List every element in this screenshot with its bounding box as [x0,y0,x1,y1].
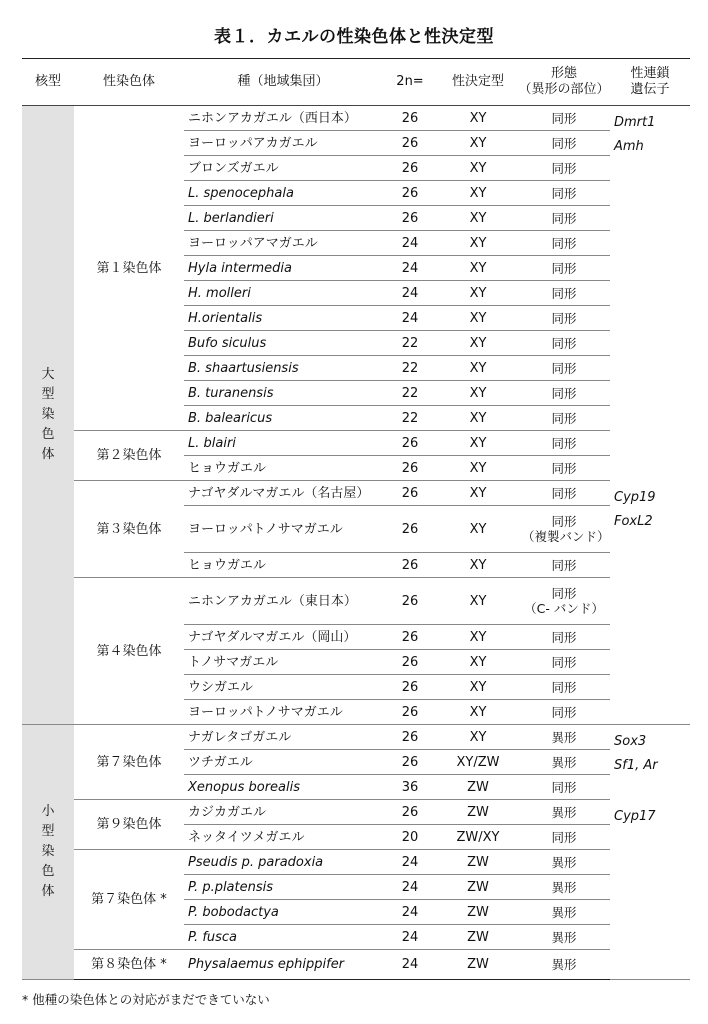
header-gene-line2: 遺伝子 [630,82,670,97]
chromosome-number-cell: 26 [382,106,438,131]
morphology-cell: 同形 [518,231,610,256]
header-species: 種（地域集団） [184,59,382,106]
species-cell: ヨーロッパアマガエル [184,231,382,256]
sex-linked-gene: Dmrt1 [614,115,656,130]
chromosome-number-cell: 26 [382,181,438,206]
species-cell: H.orientalis [184,306,382,331]
chromosome-number-cell: 26 [382,481,438,506]
table-row [22,578,690,625]
chromosome-number-cell: 20 [382,825,438,850]
sex-determination-cell: XY [438,700,518,725]
header-n: 2n= [382,59,438,106]
chromosome-number-cell: 26 [382,456,438,481]
karyotype-char: 染 [41,407,55,422]
sex-determination-cell: XY [438,381,518,406]
sex-determination-cell: XY [438,156,518,181]
morphology-cell: 異形 [518,925,610,950]
sex-linked-gene-cell [610,106,690,431]
species-cell: L. berlandieri [184,206,382,231]
species-cell: H. molleri [184,281,382,306]
header-core: 核型 [22,59,74,106]
sex-determination-cell: XY [438,106,518,131]
species-cell: ツチガエル [184,750,382,775]
chromosome-cell: 第８染色体 * [74,950,184,980]
species-cell: ヨーロッパトノサマガエル [184,700,382,725]
morphology-cell: 同形 [518,206,610,231]
sex-determination-cell: XY [438,456,518,481]
chromosome-number-cell: 26 [382,675,438,700]
morphology-cell: 同形 [518,481,610,506]
morphology-cell: 同形 [518,356,610,381]
chromosome-number-cell: 24 [382,256,438,281]
sex-linked-gene: Amh [614,139,644,154]
karyotype-char: 色 [41,863,55,879]
karyotype-char: 体 [41,447,55,462]
karyotype-char: 染 [41,843,55,859]
morphology-cell: 同形 [518,381,610,406]
morphology-value: 同形 [551,586,577,601]
species-cell: ナガレタゴガエル [184,725,382,750]
species-cell: ヒョウガエル [184,456,382,481]
chromosome-number-cell: 36 [382,775,438,800]
chromosome-number-cell: 22 [382,331,438,356]
chromosome-number-cell: 22 [382,381,438,406]
sex-linked-gene-cell [610,725,690,800]
header-gene [610,59,690,106]
sex-determination-cell: XY [438,281,518,306]
chromosome-number-cell: 26 [382,800,438,825]
sex-determination-cell: XY [438,356,518,381]
morphology-cell: 同形 [518,456,610,481]
table-body [22,106,690,980]
species-cell: B. balearicus [184,406,382,431]
sex-linked-gene-cell [610,800,690,850]
table-row [22,106,690,131]
table-row [22,431,690,456]
morphology-cell: 異形 [518,725,610,750]
table-row [22,850,690,875]
chromosome-cell: 第９染色体 [74,800,184,850]
karyotype-char: 小 [41,803,55,819]
morphology-cell: 同形 [518,650,610,675]
morphology-cell: 同形 [518,281,610,306]
chromosome-number-cell: 24 [382,281,438,306]
sex-determination-cell: XY [438,625,518,650]
sex-determination-cell: XY [438,650,518,675]
species-cell: Hyla intermedia [184,256,382,281]
species-cell: ウシガエル [184,675,382,700]
chromosome-number-cell: 26 [382,578,438,625]
sex-determination-cell: ZW [438,850,518,875]
chromosome-number-cell: 26 [382,156,438,181]
header-morph [518,59,610,106]
morphology-cell: 同形 [518,131,610,156]
karyotype-char: 型 [41,387,55,402]
karyotype-char: 型 [41,823,55,839]
morphology-cell: 異形 [518,950,610,980]
morphology-cell: 異形 [518,900,610,925]
header-gene-line1: 性連鎖 [630,66,670,81]
morphology-cell: 同形 [518,431,610,456]
species-cell: ナゴヤダルマガエル（岡山） [184,625,382,650]
morphology-cell: 異形 [518,850,610,875]
chromosome-number-cell: 26 [382,553,438,578]
morphology-cell: 同形 [518,700,610,725]
sex-determination-cell: XY [438,231,518,256]
sex-determination-cell: XY [438,675,518,700]
sex-determination-cell: XY [438,553,518,578]
morphology-cell: 同形 [518,553,610,578]
chromosome-cell: 第４染色体 [74,578,184,725]
page-title: 表１．カエルの性染色体と性決定型 [214,27,494,47]
sex-determination-cell: ZW [438,800,518,825]
morphology-cell [518,506,610,553]
chromosome-cell: 第２染色体 [74,431,184,481]
species-cell: L. spenocephala [184,181,382,206]
morphology-cell: 異形 [518,875,610,900]
sex-determination-cell: XY [438,431,518,456]
sex-linked-gene-cell [610,481,690,578]
morphology-cell: 同形 [518,775,610,800]
sex-determination-cell: ZW [438,900,518,925]
table-header-row [22,59,690,106]
footnote: * 他種の染色体との対応がまだできていない [22,992,270,1007]
chromosome-number-cell: 26 [382,725,438,750]
species-cell: ヨーロッパトノサマガエル [184,506,382,553]
chromosome-number-cell: 26 [382,750,438,775]
chromosome-number-cell: 24 [382,875,438,900]
sex-determination-cell: ZW [438,925,518,950]
chromosome-number-cell: 24 [382,231,438,256]
species-cell: トノサマガエル [184,650,382,675]
chromosome-number-cell: 24 [382,850,438,875]
sex-determination-cell: XY [438,256,518,281]
sex-linked-gene-cell [610,950,690,980]
chromosome-number-cell: 26 [382,131,438,156]
karyotype-char: 体 [41,883,55,899]
chromosome-cell: 第７染色体 [74,725,184,800]
morphology-cell: 同形 [518,106,610,131]
sex-chromosome-table [22,58,690,980]
sex-linked-gene: FoxL2 [614,513,653,529]
species-cell: L. blairi [184,431,382,456]
species-cell: ニホンアカガエル（西日本） [184,106,382,131]
sex-determination-cell: XY [438,481,518,506]
chromosome-number-cell: 26 [382,700,438,725]
sex-linked-gene: Cyp17 [614,808,656,824]
chromosome-number-cell: 24 [382,900,438,925]
header-sd: 性決定型 [438,59,518,106]
karyotype-cell [22,106,74,725]
morphology-cell: 同形 [518,625,610,650]
morphology-cell: 同形 [518,406,610,431]
chromosome-number-cell: 24 [382,306,438,331]
table-row [22,725,690,750]
sex-determination-cell: XY [438,131,518,156]
chromosome-cell: 第３染色体 [74,481,184,578]
sex-linked-gene: Cyp19 [614,489,656,505]
sex-determination-cell: XY [438,331,518,356]
sex-linked-gene-cell [610,578,690,725]
species-cell: P. p.platensis [184,875,382,900]
sex-determination-cell: XY/ZW [438,750,518,775]
morphology-cell: 同形 [518,256,610,281]
chromosome-number-cell: 26 [382,206,438,231]
sex-determination-cell: ZW [438,775,518,800]
sex-determination-cell: XY [438,306,518,331]
sex-linked-gene: Sf1, Ar [614,758,658,773]
species-cell: Xenopus borealis [184,775,382,800]
morphology-cell: 同形 [518,825,610,850]
species-cell: カジカガエル [184,800,382,825]
chromosome-number-cell: 24 [382,950,438,980]
header-chrom: 性染色体 [74,59,184,106]
chromosome-number-cell: 22 [382,406,438,431]
karyotype-char: 大 [41,367,55,382]
sex-linked-gene-cell [610,850,690,950]
table-row [22,800,690,825]
species-cell: ニホンアカガエル（東日本） [184,578,382,625]
morphology-cell: 異形 [518,750,610,775]
chromosome-cell: 第１染色体 [74,106,184,431]
morphology-cell: 同形 [518,675,610,700]
species-cell: ブロンズガエル [184,156,382,181]
header-morph-line2: （異形の部位） [518,82,610,97]
sex-determination-cell: XY [438,181,518,206]
sex-determination-cell: ZW [438,950,518,980]
species-cell: P. bobodactya [184,900,382,925]
chromosome-number-cell: 26 [382,650,438,675]
table-container [22,58,690,980]
species-cell: P. fusca [184,925,382,950]
table-row [22,481,690,506]
morphology-cell [518,578,610,625]
morphology-cell: 同形 [518,331,610,356]
morphology-cell: 同形 [518,156,610,181]
chromosome-number-cell: 24 [382,925,438,950]
morphology-value: 同形 [551,514,577,529]
chromosome-cell: 第７染色体 * [74,850,184,950]
sex-determination-cell: XY [438,506,518,553]
species-cell: B. shaartusiensis [184,356,382,381]
sex-linked-gene-cell [610,431,690,481]
karyotype-cell [22,725,74,980]
sex-determination-cell: ZW/XY [438,825,518,850]
chromosome-number-cell: 26 [382,625,438,650]
species-cell: B. turanensis [184,381,382,406]
species-cell: Physalaemus ephippifer [184,950,382,980]
table-row [22,950,690,980]
species-cell: Bufo siculus [184,331,382,356]
sex-determination-cell: ZW [438,875,518,900]
morphology-cell: 同形 [518,306,610,331]
sex-determination-cell: XY [438,206,518,231]
chromosome-number-cell: 26 [382,506,438,553]
chromosome-number-cell: 22 [382,356,438,381]
header-morph-line1: 形態 [550,66,577,81]
morphology-cell: 同形 [518,181,610,206]
morphology-detail: （C- バンド） [524,601,604,616]
sex-determination-cell: XY [438,578,518,625]
sex-linked-gene: Sox3 [614,734,647,749]
karyotype-char: 色 [41,427,55,442]
sex-determination-cell: XY [438,406,518,431]
species-cell: ナゴヤダルマガエル（名古屋） [184,481,382,506]
morphology-cell: 異形 [518,800,610,825]
morphology-detail: （複製バンド） [522,529,610,544]
species-cell: Pseudis p. paradoxia [184,850,382,875]
species-cell: ネッタイツメガエル [184,825,382,850]
species-cell: ヒョウガエル [184,553,382,578]
chromosome-number-cell: 26 [382,431,438,456]
sex-determination-cell: XY [438,725,518,750]
species-cell: ヨーロッパアカガエル [184,131,382,156]
